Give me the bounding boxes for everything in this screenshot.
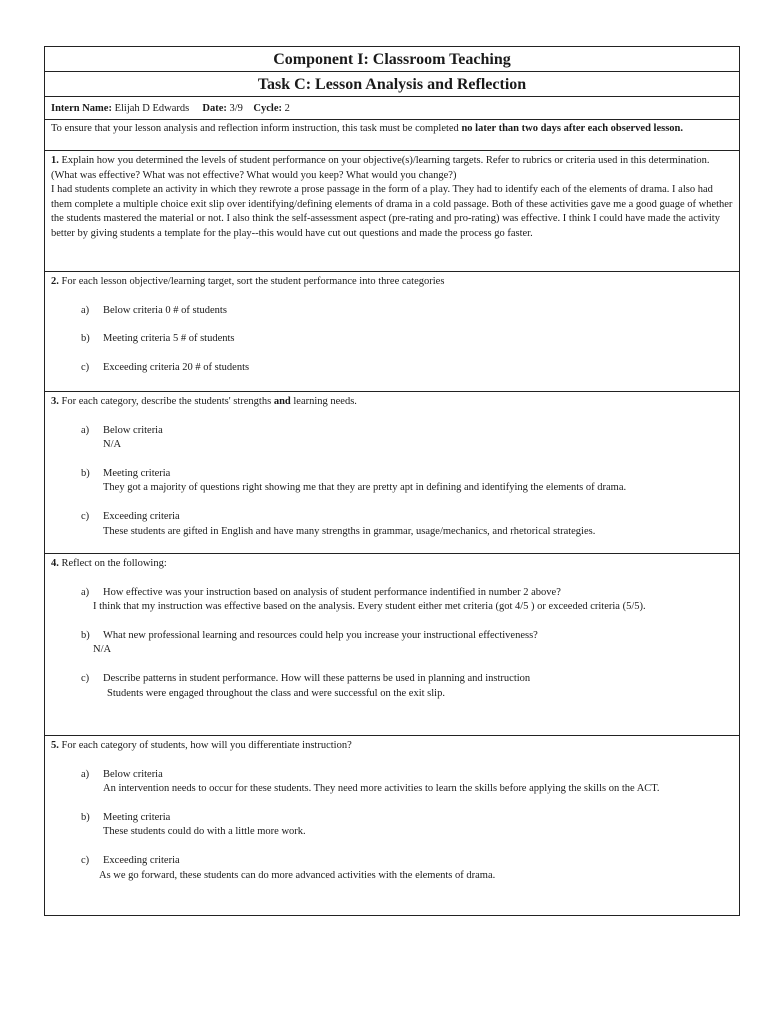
item-label: b) [81, 811, 90, 823]
item-text: Meeting criteria [103, 467, 171, 479]
section-1-number: 1. [51, 155, 59, 166]
date-value: 3/9 [229, 103, 243, 114]
section-1-prompt: Explain how you determined the levels of student performance on your objective(s)/learning targets. Refer to rubrics or criteria used in this determination. (What was effective? What was not effective? What would you keep? What would you change?) [51, 155, 710, 181]
item-answer: Students were engaged throughout the class and were successful on the exit slip. [107, 687, 445, 699]
section-4-number: 4. [51, 558, 59, 569]
item-label: a) [81, 768, 90, 780]
item-answer: An intervention needs to occur for these students. They need more activities to learn the skills before applying the skills on the ACT. [103, 783, 660, 795]
lesson-analysis-form [44, 46, 740, 916]
section-3-item [81, 467, 733, 482]
section-2-item [81, 304, 733, 319]
item-text: What new professional learning and resources could help you increase your instructional effectiveness? [103, 629, 538, 641]
section-3-prompt-bold: and [273, 396, 291, 407]
section-5-number: 5. [51, 740, 59, 751]
section-5-item [81, 768, 733, 783]
item-label: a) [81, 424, 90, 436]
item-text: How effective was your instruction based on analysis of student performance indentified in number 2 above? [103, 586, 561, 598]
section-2-number: 2. [51, 276, 59, 287]
section-3 [45, 392, 739, 554]
section-4-item [81, 586, 733, 601]
section-3-prompt-end: learning needs. [290, 396, 357, 407]
section-3-item [81, 510, 733, 525]
section-2-item [81, 361, 733, 376]
item-label: c) [81, 510, 90, 522]
item-text: Below criteria 0 # of students [103, 304, 227, 316]
item-answer: I think that my instruction was effective based on the analysis. Every student either met criteria (got 4/5 ) or exceeded criteria (5/5). [93, 601, 646, 613]
item-answer: As we go forward, these students can do more advanced activities with the elements of drama. [99, 869, 496, 881]
item-label: c) [81, 361, 90, 373]
section-4-item [81, 672, 733, 687]
section-5 [45, 736, 739, 915]
cycle-label: Cycle: [253, 103, 282, 114]
item-label: a) [81, 304, 90, 316]
date-label: Date: [202, 103, 227, 114]
intro-deadline: no later than two days after each observed lesson. [461, 123, 683, 134]
section-2-prompt: For each lesson objective/learning target, sort the student performance into three categories [61, 276, 445, 287]
item-text: Below criteria [103, 768, 163, 780]
item-label: b) [81, 467, 90, 479]
section-2 [45, 272, 739, 392]
section-4-prompt: Reflect on the following: [61, 558, 167, 569]
section-1-answer: I had students complete an activity in which they rewrote a prose passage in the form of a play. They had to identify each of the elements of drama. I also had them complete a multiple choice exit slip over identifying/defining elements of drama in a cold passage. Both of these activities gave me a good guage of whether the students mastered the material or not. I also think the self-assessment aspect (pre-rating and pro-rating) was effective. I think I could have made the activity better by giving students a template for the play--this would have cut out questions and made the process go faster. [51, 184, 733, 239]
item-text: Meeting criteria [103, 811, 171, 823]
form-title: Component I: Classroom Teaching [45, 47, 739, 72]
intern-info-row [45, 97, 739, 120]
section-1 [45, 151, 739, 272]
item-label: c) [81, 854, 90, 866]
intern-name-value: Elijah D Edwards [114, 103, 190, 114]
item-answer: They got a majority of questions right showing me that they are pretty apt in defining and identifying the elements of drama. [103, 482, 627, 494]
item-text: Below criteria [103, 424, 163, 436]
intro-instructions [45, 120, 739, 151]
item-label: b) [81, 333, 90, 345]
item-label: a) [81, 586, 90, 598]
section-4-item [81, 629, 733, 644]
item-label: c) [81, 672, 90, 684]
item-text: Exceeding criteria [103, 854, 180, 866]
section-3-item [81, 424, 733, 439]
item-text: Meeting criteria 5 # of students [103, 333, 235, 345]
intern-name-label: Intern Name: [51, 103, 112, 114]
item-label: b) [81, 629, 90, 641]
intro-text: To ensure that your lesson analysis and reflection inform instruction, this task must be completed [51, 123, 462, 134]
item-answer: These students could do with a little more work. [103, 826, 306, 838]
section-2-item [81, 332, 733, 347]
section-3-prompt: For each category, describe the students' strengths [61, 396, 274, 407]
section-5-item [81, 854, 733, 869]
item-answer: These students are gifted in English and have many strengths in grammar, usage/mechanics, and rhetorical strategies. [103, 525, 596, 537]
item-answer: N/A [103, 439, 122, 451]
cycle-value: 2 [284, 103, 290, 114]
item-text: Describe patterns in student performance. How will these patterns be used in planning and instruction [103, 672, 531, 684]
section-3-number: 3. [51, 396, 59, 407]
section-5-prompt: For each category of students, how will you differentiate instruction? [61, 740, 352, 751]
item-text: Exceeding criteria 20 # of students [103, 361, 250, 373]
item-answer: N/A [93, 644, 112, 656]
form-subtitle: Task C: Lesson Analysis and Reflection [45, 72, 739, 97]
section-5-item [81, 811, 733, 826]
item-text: Exceeding criteria [103, 510, 180, 522]
section-4 [45, 554, 739, 736]
